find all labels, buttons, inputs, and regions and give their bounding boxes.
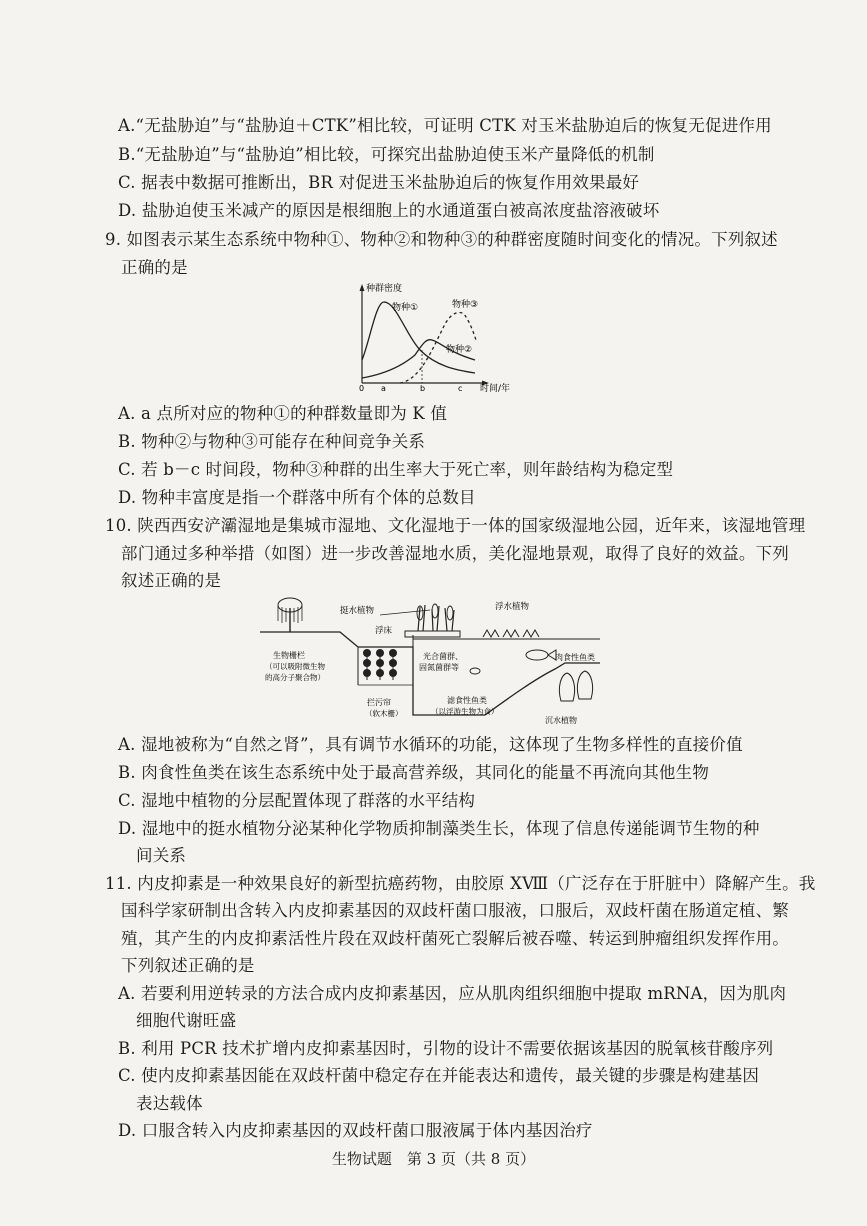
label-bio-fence-2: （可以吸附微生物 <box>265 662 325 671</box>
wetland-diagram <box>255 595 610 730</box>
q9-option-d: D. 物种丰富度是指一个群落中所有个体的总数目 <box>118 488 476 507</box>
species-2-label: 物种② <box>446 345 473 355</box>
q11-option-c: C. 使内皮抑素基因能在双歧杆菌中稳定存在并能表达和遗传，最关键的步骤是构建基因 <box>118 1066 760 1085</box>
label-curtain-2: （软木栅） <box>365 709 403 718</box>
label-floating-bed: 浮床 <box>375 626 393 636</box>
species-1-label: 物种① <box>392 303 419 313</box>
x-axis-label: 时间/年 <box>480 384 511 394</box>
label-floating: 浮水植物 <box>495 602 530 612</box>
q9-stem-cont: 正确的是 <box>121 258 188 277</box>
q11-option-a-cont: 细胞代谢旺盛 <box>136 1011 237 1030</box>
label-filter-1: 滤食性鱼类 <box>447 696 487 705</box>
q10-option-c: C. 湿地中植物的分层配置体现了群落的水平结构 <box>118 791 476 810</box>
species-1-curve <box>362 302 475 373</box>
q10-stem-cont-1: 部门通过多种举措（如图）进一步改善湿地水质，美化湿地景观，取得了良好的效益。下列 <box>121 544 789 563</box>
label-submerged: 沉水植物 <box>545 716 577 725</box>
q10-option-b: B. 肉食性鱼类在该生态系统中处于最高营养级，其同化的能量不再流向其他生物 <box>118 763 710 782</box>
label-bacteria-2: 固氮菌群等 <box>419 663 459 672</box>
fish-icon <box>526 650 556 660</box>
q9-stem: 9. 如图表示某生态系统中物种①、物种②和物种③的种群密度随时间变化的情况。下列叙述 <box>105 230 778 249</box>
q11-stem-cont-3: 下列叙述正确的是 <box>121 956 255 975</box>
q9-option-c: C. 若 b－c 时间段，物种③种群的出生率大于死亡率，则年龄结构为稳定型 <box>118 460 674 479</box>
label-curtain-1: 拦污帘 <box>367 698 391 707</box>
q8-option-a: A.“无盐胁迫”与“盐胁迫＋CTK”相比较，可证明 CTK 对玉米盐胁迫后的恢复无促进作用 <box>118 116 772 135</box>
label-emergent: 挺水植物 <box>340 606 375 616</box>
population-density-graph <box>340 280 540 395</box>
q8-option-b: B.“无盐胁迫”与“盐胁迫”相比较，可探究出盐胁迫使玉米产量降低的机制 <box>118 145 655 164</box>
q9-option-b: B. 物种②与物种③可能存在种间竞争关系 <box>118 432 426 451</box>
label-bio-fence-3: 的高分子聚合物） <box>265 673 325 682</box>
label-filter-2: （以浮游生物为食） <box>431 707 499 716</box>
submerged-plants-icon <box>559 671 592 701</box>
q11-stem: 11. 内皮抑素是一种效果良好的新型抗癌药物，由胶原 XⅧ（广泛存在于肝脏中）降解产生。我 <box>105 874 816 893</box>
q11-stem-cont-1: 国科学家研制出含转入内皮抑素基因的双歧杆菌口服液，口服后，双歧杆菌在肠道定植、繁 <box>121 901 789 920</box>
q10-option-d-cont: 间关系 <box>136 846 187 865</box>
small-fish-icon <box>470 668 480 674</box>
bio-fence-icon <box>363 649 397 680</box>
q11-stem-cont-2: 殖，其产生的内皮抑素活性片段在双歧杆菌死亡裂解后被吞噬、转运到肿瘤组织发挥作用。 <box>121 929 789 948</box>
q11-option-d: D. 口服含转入内皮抑素基因的双歧杆菌口服液属于体内基因治疗 <box>118 1121 593 1140</box>
tick-a: a <box>381 384 386 393</box>
q9-option-a: A. a 点所对应的物种①的种群数量即为 K 值 <box>118 404 448 423</box>
q8-option-d: D. 盐胁迫使玉米减产的原因是根细胞上的水通道蛋白被高浓度盐溶液破坏 <box>118 201 660 220</box>
q10-stem: 10. 陕西西安浐灞湿地是集城市湿地、文化湿地于一体的国家级湿地公园，近年来，该湿地管理 <box>105 516 806 535</box>
label-bio-fence-1: 生物栅栏 <box>273 651 305 660</box>
page-footer: 生物试题 第 3 页（共 8 页） <box>331 1150 536 1168</box>
q10-stem-cont-2: 叙述正确的是 <box>121 571 222 590</box>
q11-option-c-cont: 表达载体 <box>136 1094 203 1113</box>
q10-option-d: D. 湿地中的挺水植物分泌某种化学物质抑制藻类生长，体现了信息传递能调节生物的种 <box>118 819 760 838</box>
q10-option-a: A. 湿地被称为“自然之肾”，具有调节水循环的功能，这体现了生物多样性的直接价值 <box>118 735 743 754</box>
label-carnivore: 肉食性鱼类 <box>555 653 595 662</box>
species-3-label: 物种③ <box>452 300 479 310</box>
tree-icon <box>278 598 302 632</box>
q11-option-b: B. 利用 PCR 技术扩增内皮抑素基因时，引物的设计不需要依据该基因的脱氧核苷酸序列 <box>118 1039 774 1058</box>
floating-bed-icon <box>405 604 460 637</box>
y-axis-label: 种群密度 <box>366 284 403 294</box>
q11-option-a: A. 若要利用逆转录的方法合成内皮抑素基因，应从肌肉组织细胞中提取 mRNA，因为肌肉 <box>118 984 787 1003</box>
tick-b: b <box>420 384 426 393</box>
tick-0: 0 <box>359 384 365 393</box>
label-bacteria-1: 光合菌群、 <box>423 652 463 661</box>
q8-option-c: C. 据表中数据可推断出，BR 对促进玉米盐胁迫后的恢复作用效果最好 <box>118 173 640 192</box>
tick-c: c <box>458 384 463 393</box>
floating-plants-icon <box>483 630 539 637</box>
